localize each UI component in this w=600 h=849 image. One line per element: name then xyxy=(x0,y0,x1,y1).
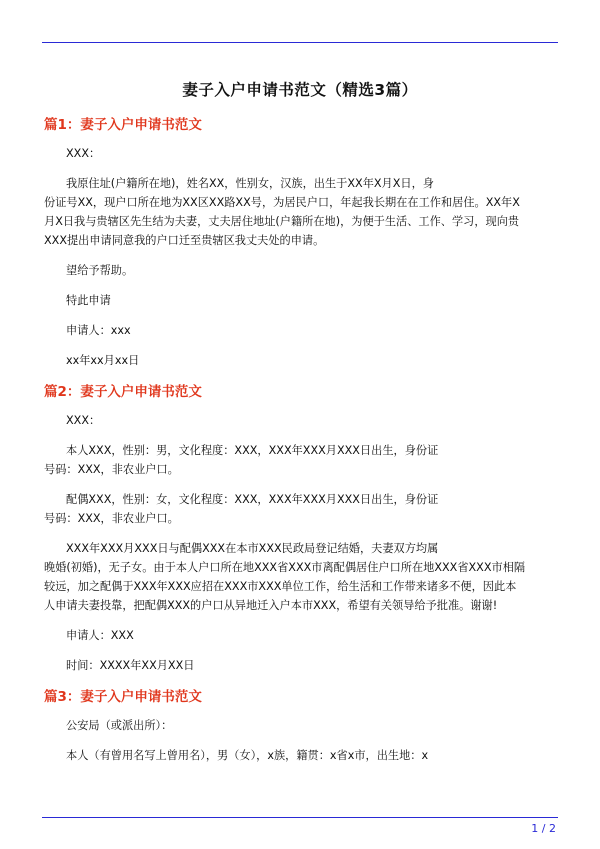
paragraph: 申请人：xxx xyxy=(66,324,131,337)
document-body xyxy=(44,114,556,776)
paragraph: XXX年XXX月XXX日与配偶XXX在本市XXX民政局登记结婚，夫妻双方均属 晚婚(初婚)，无子女。由于本人户口所在地XXX省XXX市离配偶居住户口所在地XXX省XXX市相隔 较远，加之配偶于XXX年XXX应招在XXX市XXX单位工作，给生活和工作带来诸多不便，因此本 人申请夫妻投靠，把配偶XXX的户口从异地迁入户本市XXX，希望有关领导给予批准。谢谢! xyxy=(44,542,526,612)
paragraph: 时间：XXXX年XX月XX日 xyxy=(66,659,195,672)
paragraph: XXX： xyxy=(66,414,101,427)
section-3 xyxy=(44,686,556,765)
section-1 xyxy=(44,114,556,370)
paragraph: 特此申请 xyxy=(66,294,111,307)
top-rule xyxy=(42,42,558,43)
document-title: 妻子入户申请书范文（精选3篇） xyxy=(182,81,418,99)
paragraph: XXX： xyxy=(66,147,101,160)
section-heading: 篇1：妻子入户申请书范文 xyxy=(44,117,202,133)
paragraph: 本人XXX，性别：男，文化程度：XXX，XXX年XXX月XXX日出生，身份证 号码：XXX，非农业户口。 xyxy=(44,444,439,476)
paragraph: 配偶XXX，性别：女，文化程度：XXX，XXX年XXX月XXX日出生，身份证 号码：XXX，非农业户口。 xyxy=(44,493,439,525)
section-heading: 篇2：妻子入户申请书范文 xyxy=(44,384,202,400)
section-heading: 篇3：妻子入户申请书范文 xyxy=(44,689,202,705)
section-2 xyxy=(44,381,556,675)
paragraph: xx年xx月xx日 xyxy=(66,354,140,367)
paragraph: 我原住址(户籍所在地)，姓名XX，性别女，汉族，出生于XX年X月X日，身 份证号XX，现户口所在地为XX区XX路XX号，为居民户口，年起我长期在在工作和居住。XX年X 月X日我与贵辖区先生结为夫妻，丈夫居住地址(户籍所在地)，为便于生活、工作、学习，现向贵 XXX提出申请同意我的户口迁至贵辖区我丈夫处的申请。 xyxy=(44,177,520,247)
paragraph: 本人（有曾用名写上曾用名），男（女），x族，籍贯：x省x市，出生地：x xyxy=(66,749,429,762)
bottom-rule xyxy=(42,817,558,818)
paragraph: 望给予帮助。 xyxy=(66,264,134,277)
paragraph: 申请人：XXX xyxy=(66,629,134,642)
paragraph: 公安局（或派出所）： xyxy=(66,719,173,732)
page-number: 1 / 2 xyxy=(531,822,556,835)
